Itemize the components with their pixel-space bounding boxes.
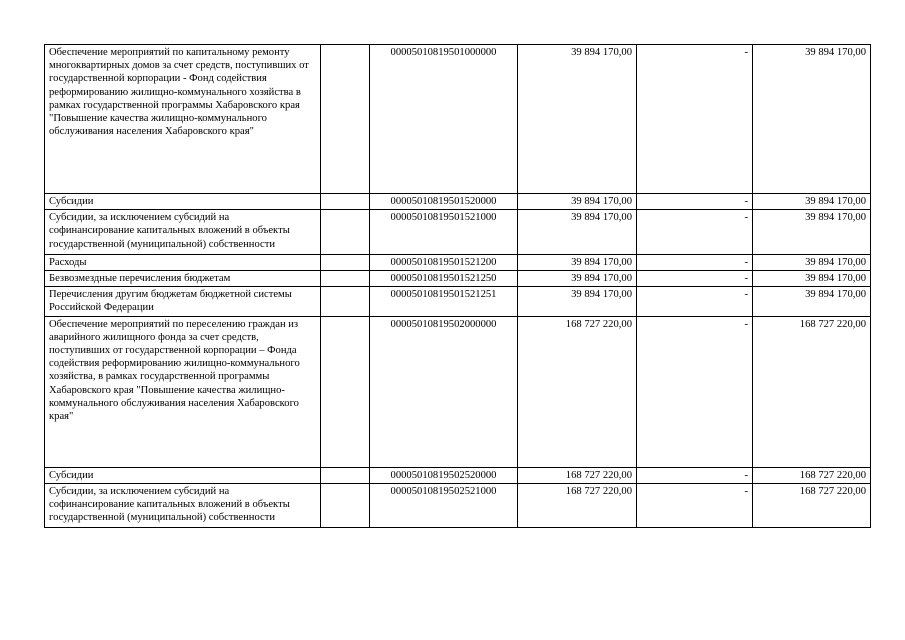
row-name: Обеспечение мероприятий по капитальному ремонту многоквартирных домов за счет средств, поступивших от государственной корпорации - Фонд содействия реформированию жилищно-коммунального хозяйства в рамках государственной программы Хабаровского края "Повышение качества жилищно-коммунального обслуживания населения Хабаровского края" [45, 45, 321, 194]
row-total: 39 894 170,00 [753, 45, 871, 194]
row-code: 00005010819501521250 [370, 271, 518, 287]
table-row [45, 194, 871, 210]
table-row [45, 254, 871, 270]
row-code: 00005010819502521000 [370, 483, 518, 528]
row-change: - [637, 287, 753, 316]
empty-cell [321, 194, 370, 210]
row-total: 39 894 170,00 [753, 194, 871, 210]
row-code: 00005010819501000000 [370, 45, 518, 194]
row-change: - [637, 271, 753, 287]
row-name: Субсидии, за исключением субсидий на софинансирование капитальных вложений в объекты государственной (муниципальной) собственности [45, 483, 321, 528]
row-code: 00005010819501521251 [370, 287, 518, 316]
row-amount: 39 894 170,00 [518, 287, 637, 316]
table-row [45, 483, 871, 528]
table-row [45, 271, 871, 287]
budget-table [44, 44, 871, 528]
row-code: 00005010819502000000 [370, 316, 518, 467]
row-total: 168 727 220,00 [753, 316, 871, 467]
row-amount: 39 894 170,00 [518, 45, 637, 194]
empty-cell [321, 287, 370, 316]
row-code: 00005010819501521000 [370, 210, 518, 255]
empty-cell [321, 254, 370, 270]
row-change: - [637, 210, 753, 255]
row-change: - [637, 45, 753, 194]
row-amount: 39 894 170,00 [518, 254, 637, 270]
table-row [45, 287, 871, 316]
row-name: Субсидии [45, 467, 321, 483]
empty-cell [321, 316, 370, 467]
row-code: 00005010819501520000 [370, 194, 518, 210]
row-total: 39 894 170,00 [753, 287, 871, 316]
row-amount: 39 894 170,00 [518, 210, 637, 255]
row-amount: 168 727 220,00 [518, 467, 637, 483]
row-total: 168 727 220,00 [753, 467, 871, 483]
empty-cell [321, 210, 370, 255]
row-total: 39 894 170,00 [753, 271, 871, 287]
row-name: Субсидии, за исключением субсидий на софинансирование капитальных вложений в объекты государственной (муниципальной) собственности [45, 210, 321, 255]
row-total: 168 727 220,00 [753, 483, 871, 528]
row-change: - [637, 194, 753, 210]
budget-document-page [44, 44, 871, 528]
table-row [45, 316, 871, 467]
row-name: Расходы [45, 254, 321, 270]
empty-cell [321, 483, 370, 528]
row-change: - [637, 467, 753, 483]
table-row [45, 467, 871, 483]
row-total: 39 894 170,00 [753, 254, 871, 270]
row-name: Обеспечение мероприятий по переселению граждан из аварийного жилищного фонда за счет средств, поступивших от государственной корпорации – Фонда содействия реформированию жилищно-коммунального хозяйства, в рамках государственной программы Хабаровского края "Повышение качества жилищно-коммунального обслуживания населения Хабаровского края" [45, 316, 321, 467]
row-amount: 39 894 170,00 [518, 271, 637, 287]
row-code: 00005010819502520000 [370, 467, 518, 483]
table-row [45, 45, 871, 194]
empty-cell [321, 467, 370, 483]
row-code: 00005010819501521200 [370, 254, 518, 270]
row-amount: 168 727 220,00 [518, 483, 637, 528]
empty-cell [321, 45, 370, 194]
row-change: - [637, 316, 753, 467]
row-name: Перечисления другим бюджетам бюджетной системы Российской Федерации [45, 287, 321, 316]
row-total: 39 894 170,00 [753, 210, 871, 255]
empty-cell [321, 271, 370, 287]
row-amount: 168 727 220,00 [518, 316, 637, 467]
row-change: - [637, 254, 753, 270]
row-amount: 39 894 170,00 [518, 194, 637, 210]
row-name: Безвозмездные перечисления бюджетам [45, 271, 321, 287]
row-name: Субсидии [45, 194, 321, 210]
row-change: - [637, 483, 753, 528]
table-row [45, 210, 871, 255]
